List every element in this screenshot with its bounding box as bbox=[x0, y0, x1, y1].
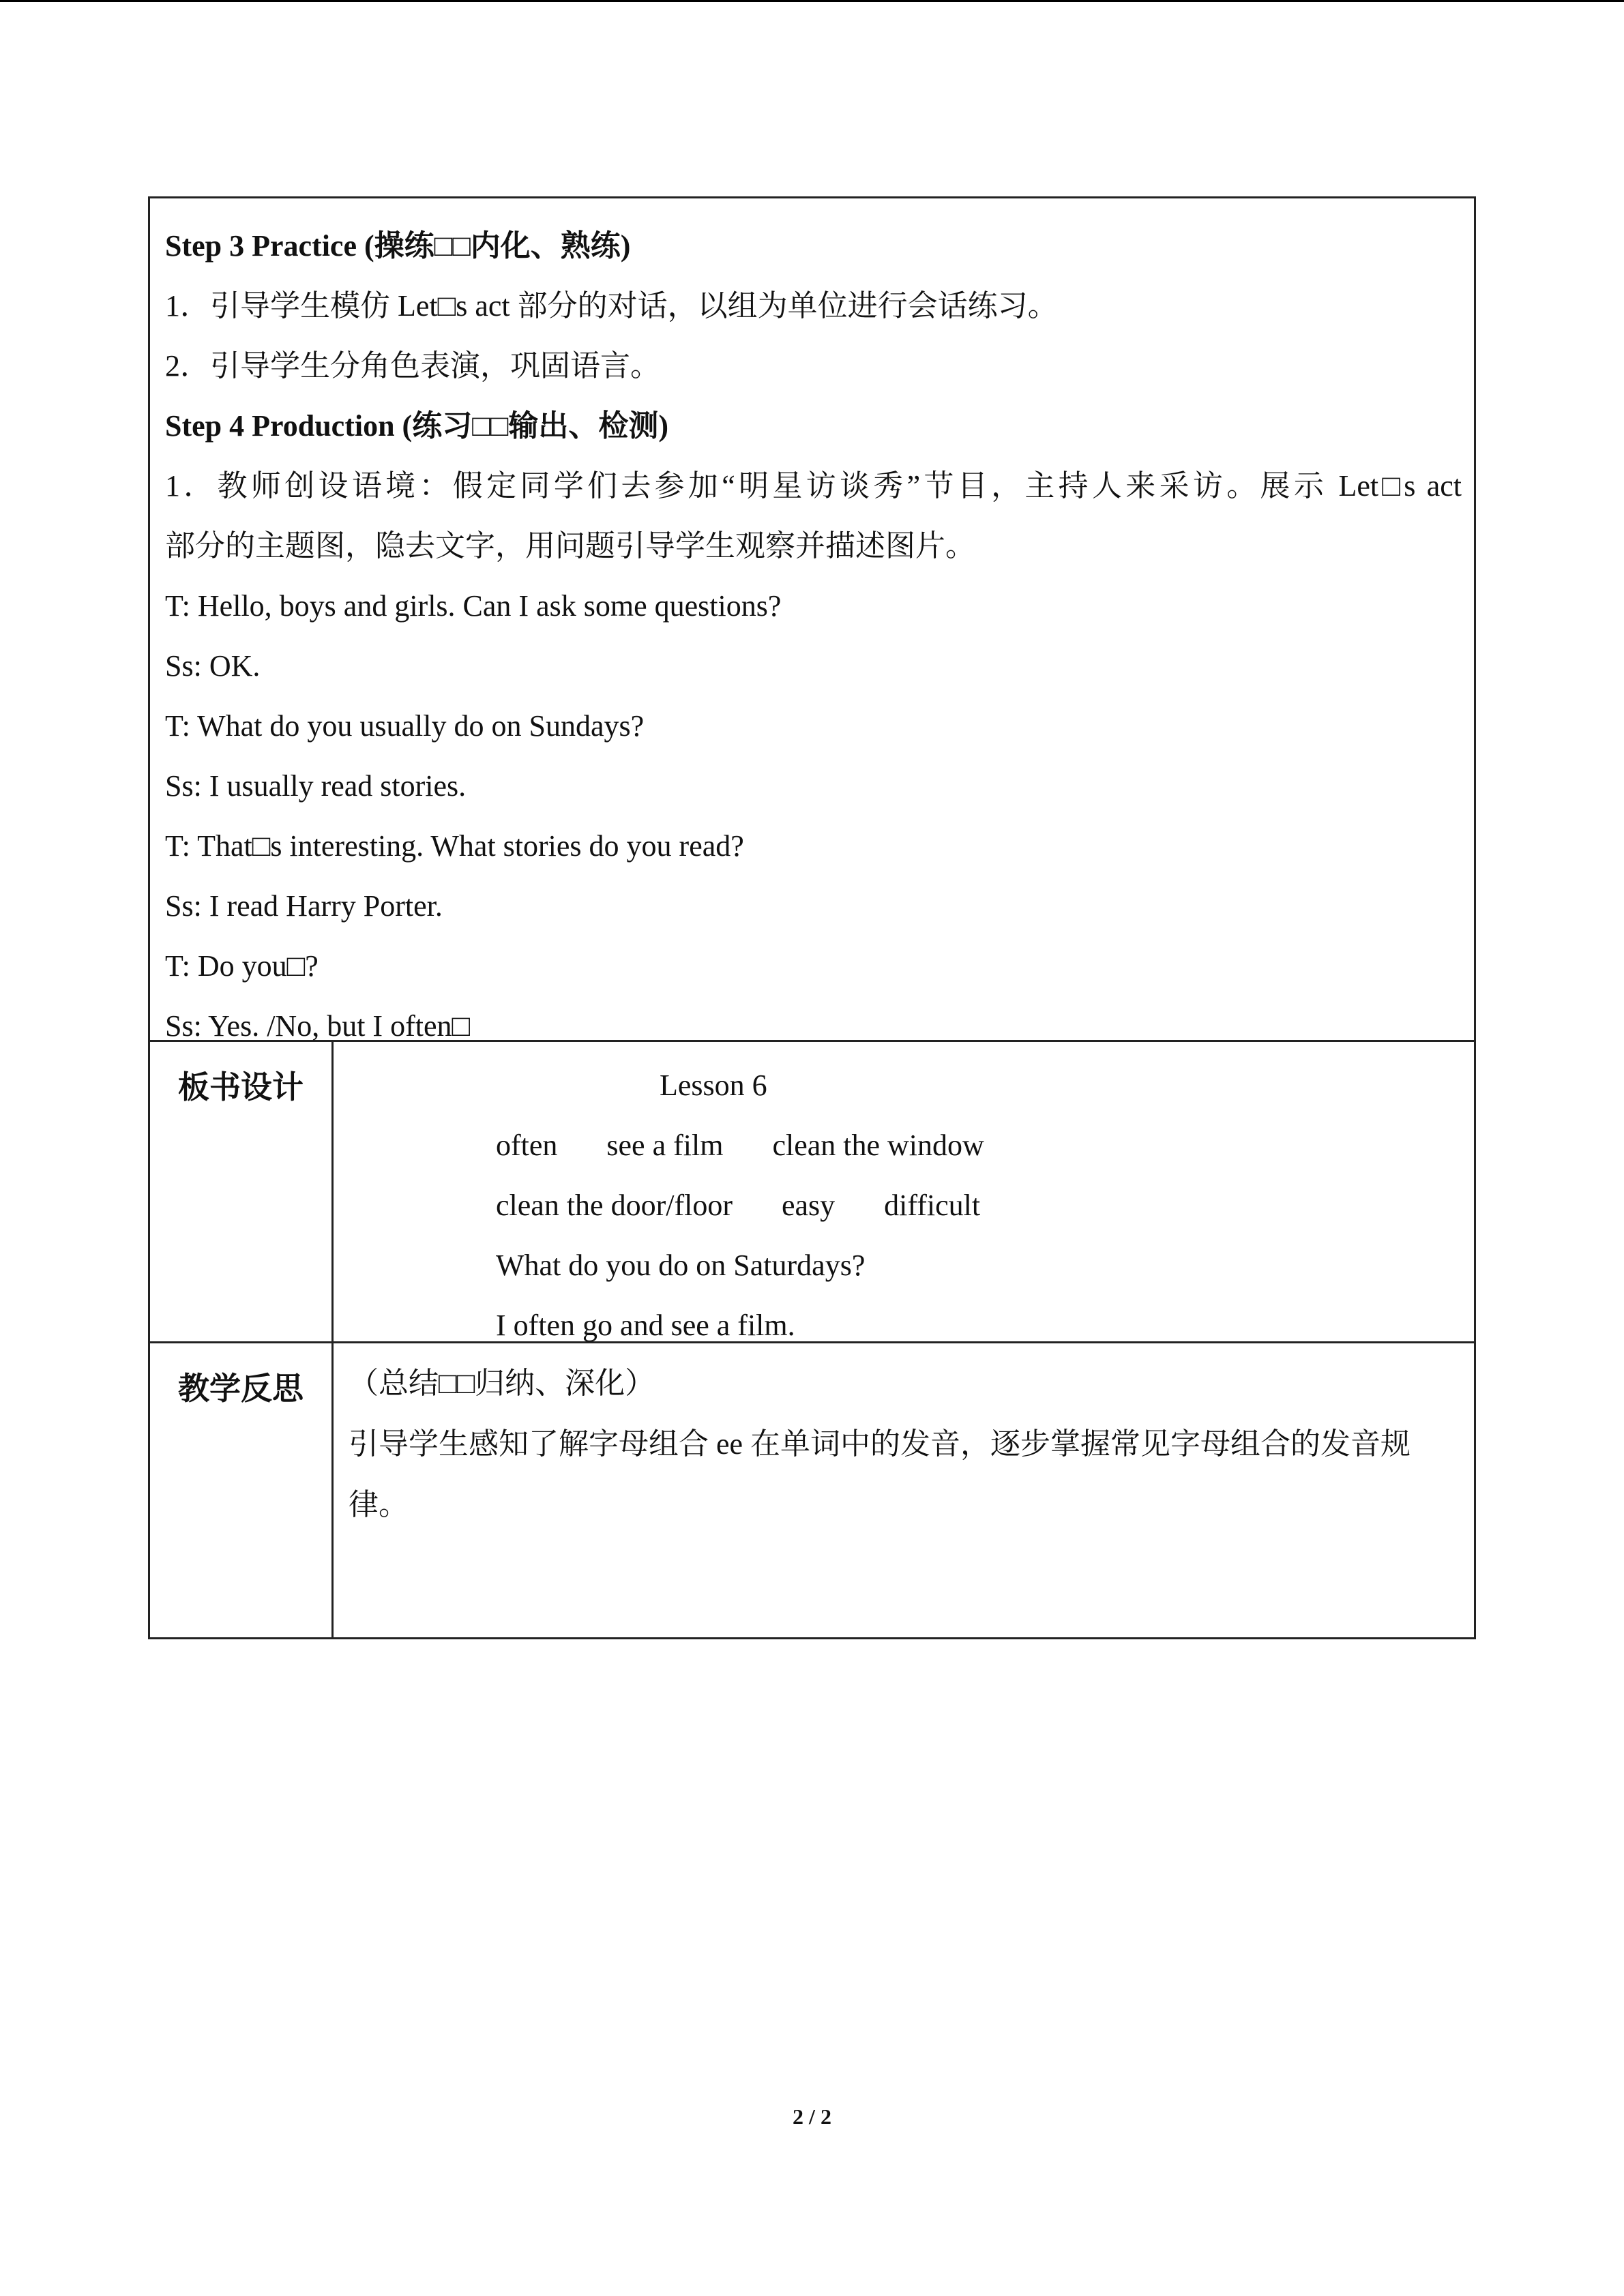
vocab-word: clean the door/floor bbox=[496, 1189, 733, 1222]
dialogue-line: T: What do you usually do on Sundays? bbox=[165, 709, 645, 743]
step3-item-2: 2．引导学生分角色表演，巩固语言。 bbox=[165, 349, 660, 383]
lesson-plan-table bbox=[148, 196, 1476, 1639]
board-title: Lesson 6 bbox=[660, 1069, 767, 1102]
step4-title: Step 4 Production (练习□□输出、检测) bbox=[165, 409, 669, 443]
dialogue-line: T: That□s interesting. What stories do you read? bbox=[165, 829, 744, 863]
reflection-content bbox=[334, 1343, 1474, 1637]
board-vocab-row-2 bbox=[496, 1176, 1474, 1236]
reflection-subtitle: （总结□□归纳、深化） bbox=[349, 1367, 655, 1400]
step4-item-1-line-b: 部分的主题图，隐去文字，用问题引导学生观察并描述图片。 bbox=[165, 529, 975, 563]
board-design-label: 板书设计 bbox=[150, 1042, 334, 1341]
board-answer: I often go and see a film. bbox=[496, 1309, 795, 1342]
dialogue-line: Ss: I usually read stories. bbox=[165, 769, 467, 803]
board-design-row bbox=[150, 1042, 1474, 1343]
dialogue-line: T: Do you□? bbox=[165, 949, 319, 983]
reflection-text: 引导学生感知了解字母组合 ee 在单词中的发音，逐步掌握常见字母组合的发音规律。 bbox=[349, 1427, 1411, 1521]
dialogue-line: Ss: Yes. /No, but I often□ bbox=[165, 1009, 471, 1043]
page-number: 2 / 2 bbox=[793, 2104, 831, 2129]
reflection-label: 教学反思 bbox=[150, 1343, 334, 1637]
vocab-word: clean the window bbox=[772, 1129, 984, 1162]
reflection-row bbox=[150, 1343, 1474, 1639]
vocab-word: often bbox=[496, 1129, 558, 1162]
board-question: What do you do on Saturdays? bbox=[496, 1249, 866, 1282]
vocab-word: difficult bbox=[884, 1189, 981, 1222]
dialogue-line: Ss: OK. bbox=[165, 649, 261, 683]
steps-cell bbox=[150, 198, 1474, 1042]
board-vocab-row-1 bbox=[496, 1116, 1474, 1176]
vocab-word: easy bbox=[781, 1189, 836, 1222]
vocab-word: see a film bbox=[606, 1129, 724, 1162]
step3-item-1: 1．引导学生模仿 Let□s act 部分的对话，以组为单位进行会话练习。 bbox=[165, 289, 1058, 323]
top-rule bbox=[0, 0, 1624, 2]
board-design-content bbox=[334, 1042, 1474, 1341]
dialogue-line: T: Hello, boys and girls. Can I ask some questions? bbox=[165, 589, 782, 623]
dialogue-line: Ss: I read Harry Porter. bbox=[165, 889, 443, 923]
step4-item-1-line-a: 1．教师创设语境：假定同学们去参加“明星访谈秀”节目，主持人来采访。展示 Let□s act bbox=[165, 469, 1462, 503]
step3-title: Step 3 Practice (操练□□内化、熟练) bbox=[165, 229, 631, 263]
